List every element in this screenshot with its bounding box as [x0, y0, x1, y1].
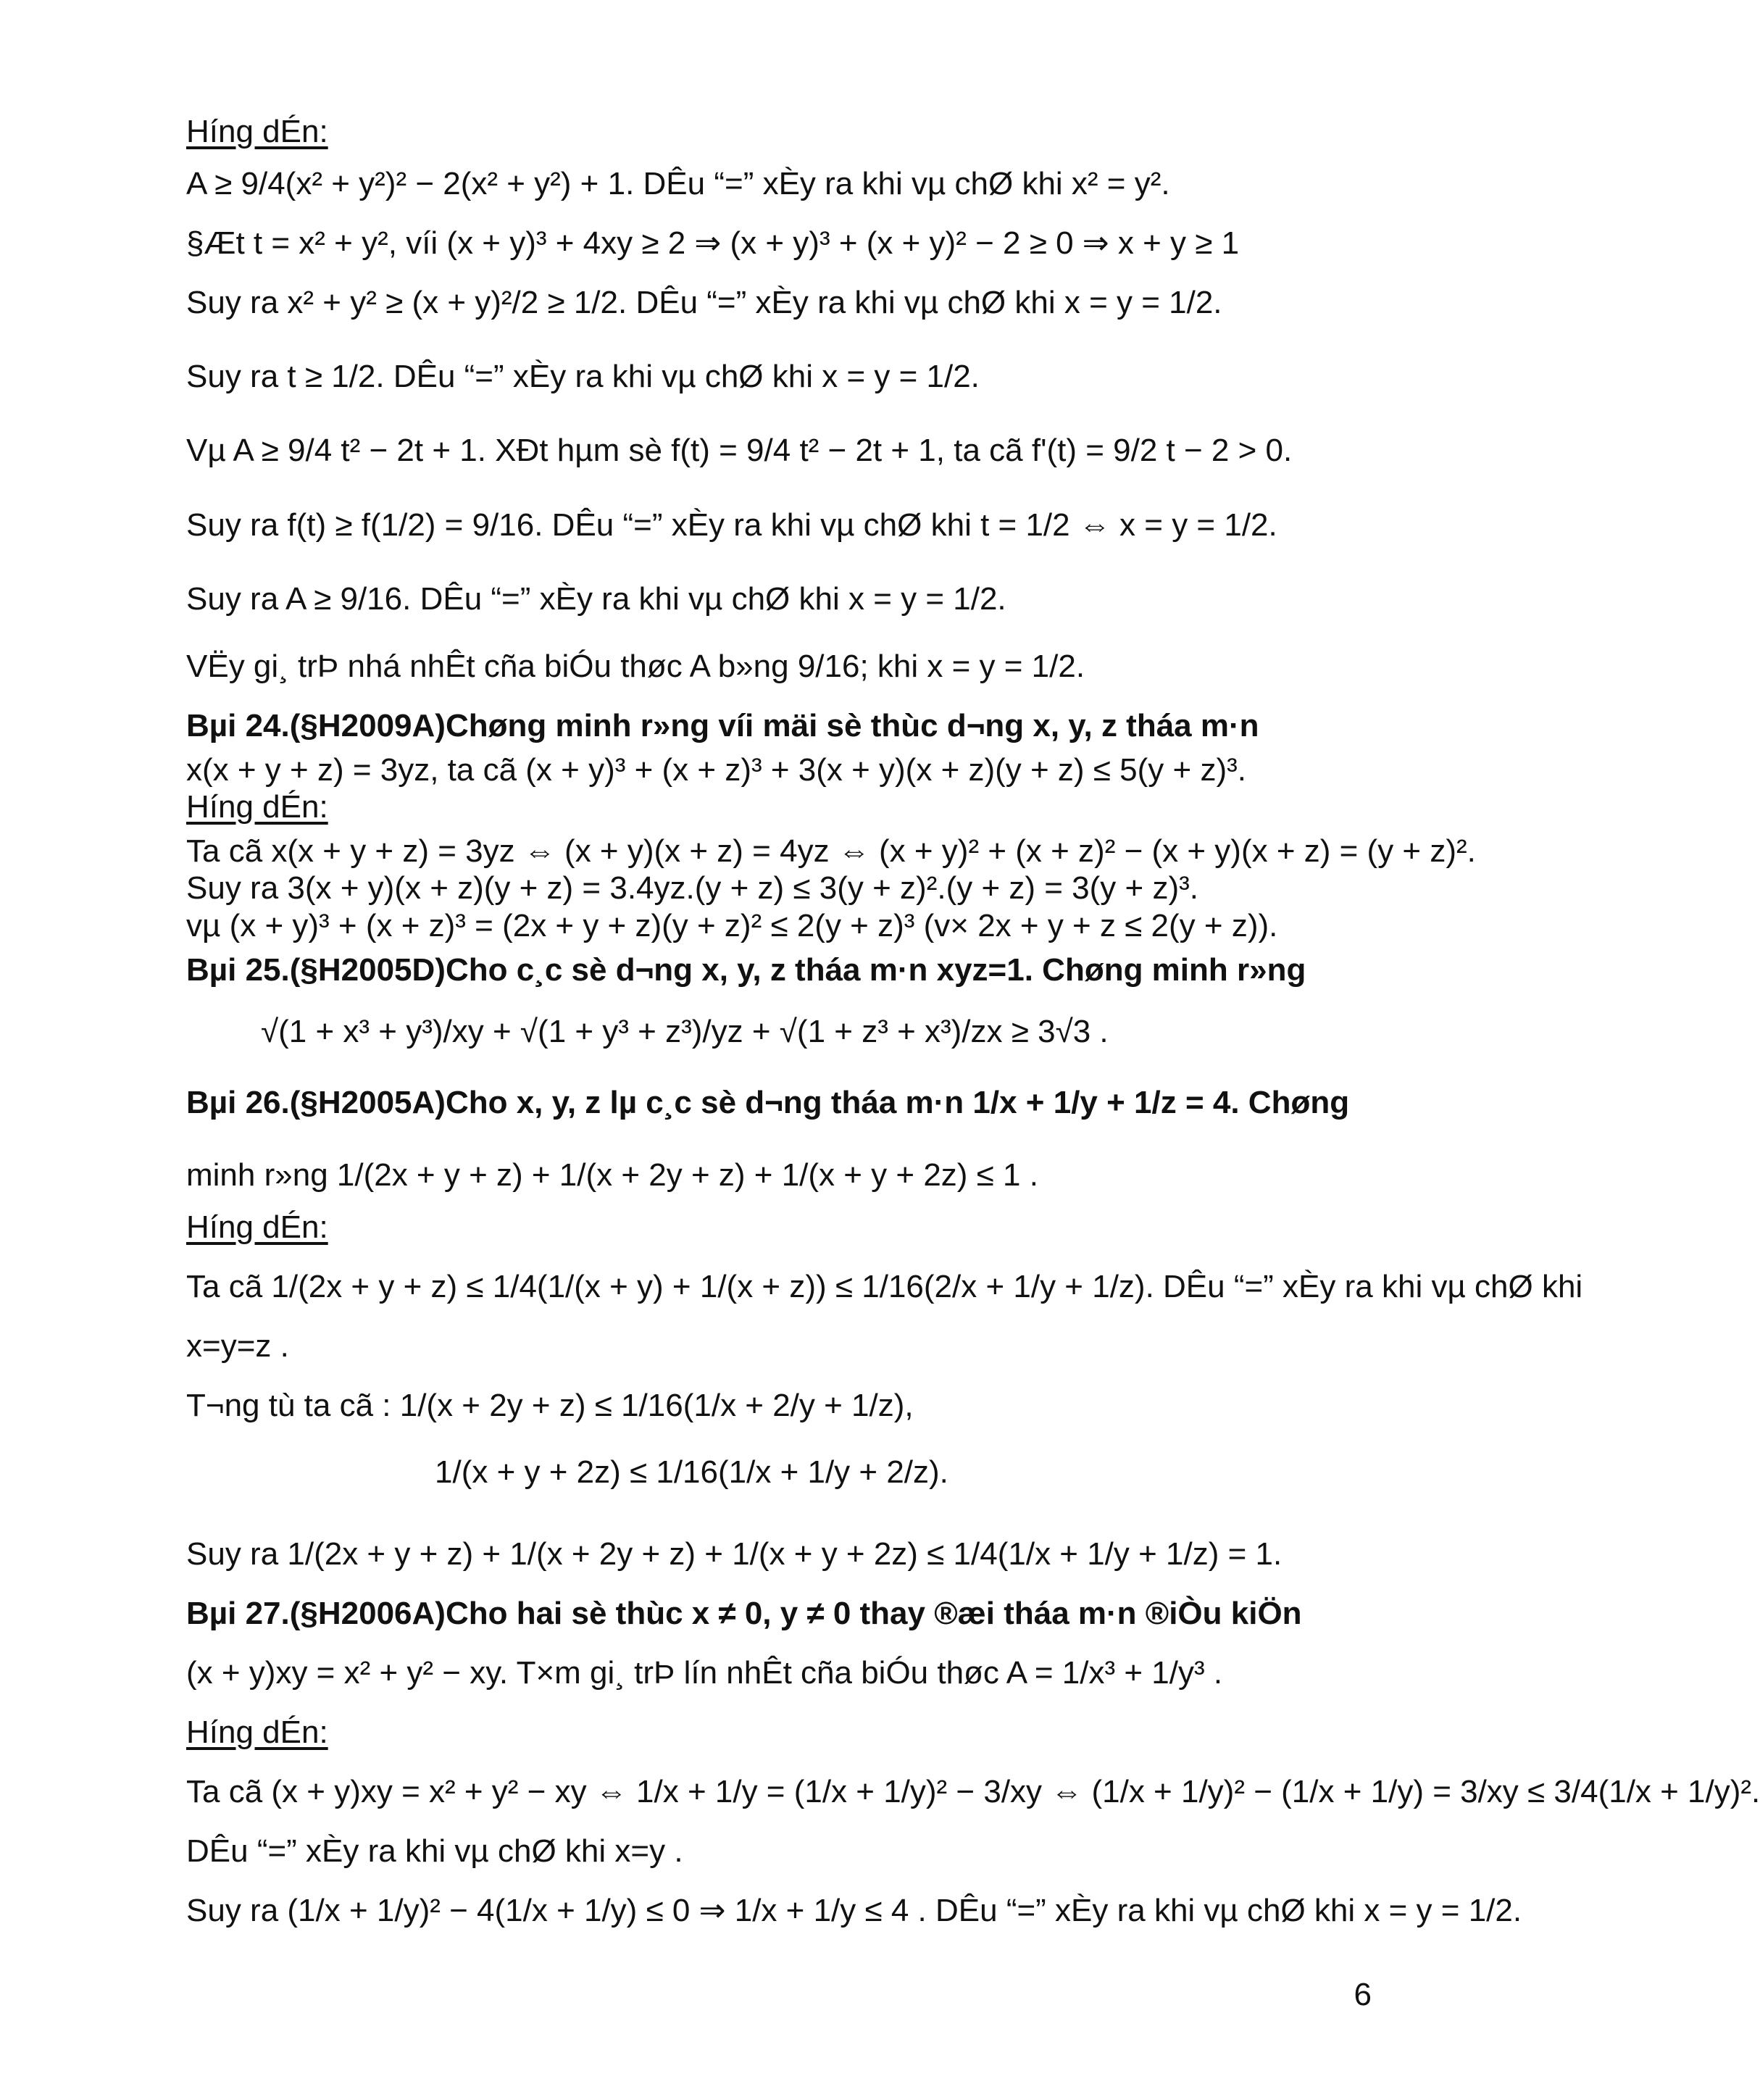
text-line: x=y=z .: [186, 1328, 289, 1364]
text-line: Suy ra 3(x + y)(x + z)(y + z) = 3.4yz.(y + z) ≤ 3(y + z)².(y + z) = 3(y + z)³.: [186, 870, 1198, 906]
text-line: Suy ra A ≥ 9/16. DÊu “=” xÈy ra khi vµ chØ khi x = y = 1/2.: [186, 581, 1006, 617]
text-line: 1/(x + y + 2z) ≤ 1/16(1/x + 1/y + 2/z).: [435, 1454, 948, 1490]
exercise-heading: Bµi 25.(§H2005D)Cho c¸c sè d¬ng x, y, z tháa m·n xyz=1. Chøng minh r»ng: [186, 952, 1306, 988]
exercise-heading: Bµi 24.(§H2009A)Chøng minh r»ng víi mäi sè thùc d¬ng x, y, z tháa m·n: [186, 708, 1259, 743]
text-line: √(1 + x³ + y³)/xy + √(1 + y³ + z³)/yz + √(1 + z³ + x³)/zx ≥ 3√3 .: [261, 1014, 1109, 1049]
text-line: Suy ra x² + y² ≥ (x + y)²/2 ≥ 1/2. DÊu “=” xÈy ra khi vµ chØ khi x = y = 1/2.: [186, 285, 1222, 320]
exercise-heading: Bµi 26.(§H2005A)Cho x, y, z lµ c¸c sè d¬ng tháa m·n 1/x + 1/y + 1/z = 4. Chøng: [186, 1085, 1350, 1120]
guide-heading: Híng dÉn:: [186, 789, 328, 825]
text-line: A ≥ 9/4(x² + y²)² − 2(x² + y²) + 1. DÊu “=” xÈy ra khi vµ chØ khi x² = y².: [186, 166, 1170, 201]
text-line: Vµ A ≥ 9/4 t² − 2t + 1. XÐt hµm sè f(t) = 9/4 t² − 2t + 1, ta cã f'(t) = 9/2 t − 2 > 0.: [186, 433, 1293, 468]
text-line: T¬ng tù ta cã : 1/(x + 2y + z) ≤ 1/16(1/x + 2/y + 1/z),: [186, 1388, 914, 1423]
text-line: Ta cã 1/(2x + y + z) ≤ 1/4(1/(x + y) + 1/(x + z)) ≤ 1/16(2/x + 1/y + 1/z). DÊu “=” xÈy ra khi vµ chØ khi: [186, 1269, 1583, 1304]
text-line: vµ (x + y)³ + (x + z)³ = (2x + y + z)(y + z)² ≤ 2(y + z)³ (v× 2x + y + z ≤ 2(y + z)).: [186, 908, 1278, 943]
text-line: DÊu “=” xÈy ra khi vµ chØ khi x=y .: [186, 1833, 683, 1869]
text-line: §Æt t = x² + y², víi (x + y)³ + 4xy ≥ 2 ⇒ (x + y)³ + (x + y)² − 2 ≥ 0 ⇒ x + y ≥ 1: [186, 225, 1240, 261]
text-line: Ta cã (x + y)xy = x² + y² − xy ⇔ 1/x + 1/y = (1/x + 1/y)² − 3/xy ⇔ (1/x + 1/y)² − (1/x + 1/y) = 3/xy ≤ 3/4(1/x + 1/y)².: [186, 1774, 1760, 1809]
text-line: Suy ra 1/(2x + y + z) + 1/(x + 2y + z) + 1/(x + y + 2z) ≤ 1/4(1/x + 1/y + 1/z) = 1.: [186, 1536, 1283, 1572]
text-line: Suy ra f(t) ≥ f(1/2) = 9/16. DÊu “=” xÈy ra khi vµ chØ khi t = 1/2 ⇔ x = y = 1/2.: [186, 507, 1277, 543]
page-number: 6: [1354, 1977, 1372, 2012]
guide-heading: Híng dÉn:: [186, 114, 328, 149]
text-line: VËy gi¸ trÞ nhá nhÊt cña biÓu thøc A b»ng 9/16; khi x = y = 1/2.: [186, 649, 1085, 684]
exercise-heading: Bµi 27.(§H2006A)Cho hai sè thùc x ≠ 0, y ≠ 0 thay ®æi tháa m·n ®iÒu kiÖn: [186, 1596, 1302, 1631]
text-line: Suy ra (1/x + 1/y)² − 4(1/x + 1/y) ≤ 0 ⇒ 1/x + 1/y ≤ 4 . DÊu “=” xÈy ra khi vµ chØ khi x = y = 1/2.: [186, 1893, 1522, 1928]
text-line: (x + y)xy = x² + y² − xy. T×m gi¸ trÞ lín nhÊt cña biÓu thøc A = 1/x³ + 1/y³ .: [186, 1655, 1223, 1691]
text-line: minh r»ng 1/(2x + y + z) + 1/(x + 2y + z) + 1/(x + y + 2z) ≤ 1 .: [186, 1157, 1038, 1193]
text-line: x(x + y + z) = 3yz, ta cã (x + y)³ + (x + z)³ + 3(x + y)(x + z)(y + z) ≤ 5(y + z)³.: [186, 752, 1246, 788]
guide-heading: Híng dÉn:: [186, 1714, 328, 1750]
guide-heading: Híng dÉn:: [186, 1209, 328, 1245]
text-line: Ta cã x(x + y + z) = 3yz ⇔ (x + y)(x + z) = 4yz ⇔ (x + y)² + (x + z)² − (x + y)(x + z) = (y + z)².: [186, 833, 1476, 869]
text-line: Suy ra t ≥ 1/2. DÊu “=” xÈy ra khi vµ chØ khi x = y = 1/2.: [186, 359, 980, 394]
